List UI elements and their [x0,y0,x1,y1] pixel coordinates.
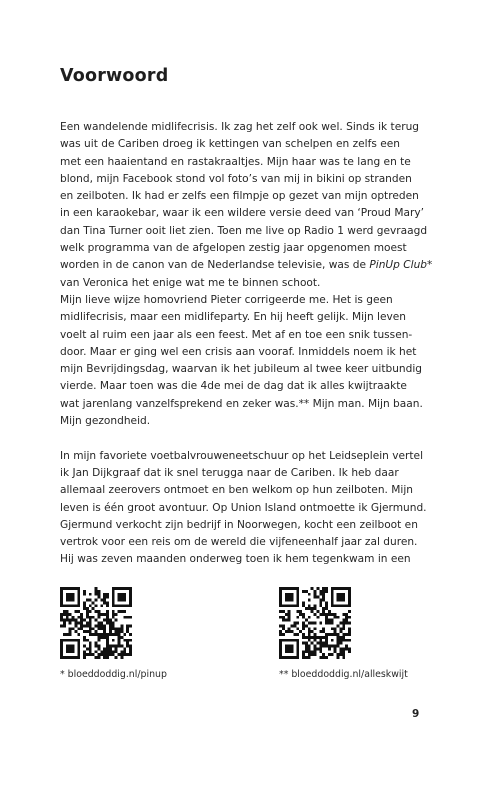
text-line: ik Jan Dijkgraaf dat ik snel terugga naar de Cariben. Ik heb daar [60,466,399,479]
qr-code-pinup[interactable] [60,587,132,659]
body-text [60,119,452,569]
text-line: Een wandelende midlifecrisis. Ik zag het zelf ook wel. Sinds ik terug [60,121,420,133]
italic-title: PinUp Club [369,259,428,272]
text-line: van Veronica het enige wat me te binnen schoot. [60,276,321,289]
qr-caption-pinup: * bloeddoddig.nl/pinup [60,669,167,680]
qr-code-alleskwijt[interactable] [279,587,351,659]
page-number: 9 [412,708,420,720]
paragraph-1 [60,119,452,430]
text-line: dan Tina Turner ooit liet zien. Toen me live op Radio 1 werd gevraagd [60,224,428,237]
text-line: en zeilboten. Ik had er zelfs een filmpje op gezet van mijn optreden [60,190,419,203]
text-line: blond, mijn Facebook stond vol foto’s van mij in bikini op stranden [60,172,412,185]
text-line: vertrok voor een reis om de wereld die vijfeneenhalf jaar zal duren. [60,536,418,549]
text-line: Mijn gezondheid. [60,415,151,428]
text-line: voelt al ruim een jaar als een feest. Met af en toe een snik tussen- [60,328,413,341]
paragraph-2 [60,448,452,569]
text-line: mijn Bevrijdingsdag, waarvan ik het jubileum al twee keer uitbundig [60,363,423,376]
text-line: Mijn lieve wijze homovriend Pieter corrigeerde me. Het is geen [60,293,393,306]
qr-caption-alleskwijt: ** bloeddoddig.nl/alleskwijt [279,669,408,680]
text-line: in een karaokebar, waar ik een wildere versie deed van ‘Proud Mary’ [60,207,425,220]
qr-code-graphic [60,587,132,659]
text-line: midlifecrisis, maar een midlifeparty. En hij heeft gelijk. Mijn leven [60,311,407,324]
text-line: met een haaientand en rastakraaltjes. Mijn haar was te lang en te [60,155,411,168]
qr-code-graphic [279,587,351,659]
text-line: Gjermund verkocht zijn bedrijf in Noorwegen, kocht een zeilboot en [60,518,418,531]
paragraph-gap [60,430,452,447]
text-line: Hij was zeven maanden onderweg toen ik hem tegenkwam in een [60,553,411,566]
chapter-title: Voorwoord [60,66,169,86]
text-line: allemaal zeerovers ontmoet en ben welkom op hun zeilboten. Mijn [60,484,414,497]
text-line: In mijn favoriete voetbalvrouweneetschuur op het Leidseplein vertel [60,449,424,462]
text-line: leven is één groot avontuur. Op Union Island ontmoette ik Gjermund. [60,501,427,514]
text-line: welk programma van de afgelopen zestig jaar opgenomen moest [60,242,407,255]
text-line-with-italic: worden in de canon van de Nederlandse televisie, was de PinUp Club* [60,259,433,272]
text-line: door. Maar er ging wel een crisis aan vooraf. Inmiddels noem ik het [60,345,417,358]
text-line: vierde. Maar toen was die 4de mei de dag dat ik alles kwijtraakte [60,380,407,393]
text-line: was uit de Cariben droeg ik kettingen van schelpen en zelfs een [60,138,400,151]
text-line: wat jarenlang vanzelfsprekend en zeker was.** Mijn man. Mijn baan. [60,397,423,410]
